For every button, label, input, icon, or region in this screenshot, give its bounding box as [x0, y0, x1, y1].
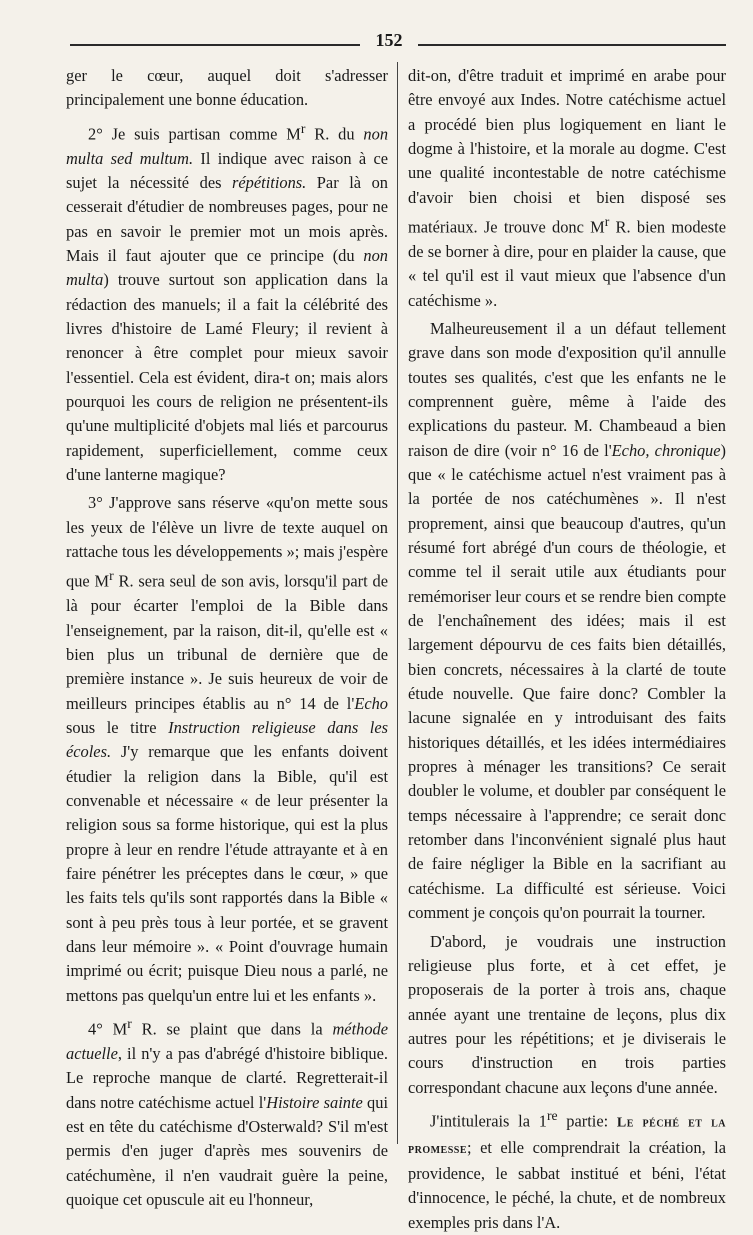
paragraph — [408, 317, 726, 926]
text-run: Malheureusement il a un défaut tellement grave dans son mode d'exposition qu'il annulle toutes ses qualités, c'est que les enfants ne le comprennent guère, même à l'aide des explications du pasteur. M. Chambeaud a bien raison de dire (voir n° 16 de l' — [408, 318, 726, 460]
italic-run: Instruction religieuse dans les écoles. — [66, 717, 388, 762]
text-run: sous le titre — [66, 717, 169, 737]
text-run: R. bien modeste de se borner à dire, pour en plaider la cause, que « tel qu'il est il vaut mieux que l'absence d'un catéchisme ». — [408, 217, 726, 310]
text-run: ger le cœur, auquel doit s'adresser principalement une bonne éducation. — [66, 66, 388, 110]
paragraph — [408, 1104, 726, 1235]
paragraph — [408, 930, 726, 1100]
text-run: partie: — [557, 1111, 617, 1131]
text-run: 2° Je suis partisan comme M — [88, 124, 301, 144]
italic-run: non multa sed multum. — [66, 124, 389, 168]
superscript: r — [109, 568, 114, 584]
text-run: J'intitulerais la 1 — [430, 1111, 547, 1131]
paragraph — [66, 64, 388, 113]
text-run: , il n'y a pas d'abrégé d'histoire biblique. Le reproche manque de clarté. Regretterait-il dans notre catéchisme actuel l' — [66, 1043, 388, 1112]
text-run: Il indique avec raison à ce sujet la nécessité des — [66, 148, 388, 192]
text-run: D'abord, je voudrais une instruction religieuse plus forte, et à cet effet, je proposerais de la porter à trois ans, chaque année ayant une trentaine de leçons, plus dix autres pour les répétitions; et je diviserais le cours d'instruction en trois parties correspondant chacune aux leçons d'une année. — [408, 931, 726, 1097]
paragraph — [66, 1012, 388, 1212]
paragraph — [66, 491, 388, 1008]
small-caps-run: Le péché et la promesse — [408, 1115, 726, 1157]
italic-run: Histoire sainte — [266, 1092, 363, 1112]
column-divider — [397, 62, 398, 1144]
italic-run: méthode actuelle — [66, 1019, 388, 1063]
superscript: re — [546, 1107, 558, 1123]
text-run: qui est en tête du catéchisme d'Osterwald? S'il m'est permis d'en juger d'après mes souvenirs de catéchumène, il n'en vaudrait guère la peine, quoique cet opuscule ait eu l'honneur, — [66, 1092, 388, 1209]
page-header — [70, 28, 726, 48]
italic-run: répétitions. — [232, 172, 307, 192]
page-number: 152 — [375, 30, 403, 50]
text-run: Par là on cesserait d'étudier de nombreuses pages, pour ne pas en savoir le premier mot un mois après. Mais il faut ajouter que ce principe (du — [66, 172, 388, 265]
superscript: r — [604, 214, 610, 230]
superscript: r — [127, 1016, 132, 1031]
right-column — [408, 64, 726, 1235]
text-run: R. sera seul de son avis, lorsqu'il part de là pour écarter l'emploi de la Bible dans l'enseignement, par la raison, dit-il, qu'elle est « bien plus un tribunal de dernière que de première instance ». Je suis heureux de voir de meilleurs principes établis au n° 14 de l' — [66, 571, 388, 713]
italic-run: Echo — [354, 693, 388, 713]
text-run: 4° M — [88, 1019, 128, 1039]
text-run: dit-on, d'être traduit et imprimé en arabe pour être envoyé aux Indes. Notre catéchisme actuel a procédé bien plus logiquement en liant le dogme à l'histoire, et la morale au dogme. C'est une qualité incontestable de notre catéchisme d'avoir bien choisi et bien disposé ses matériaux. Je trouve donc M — [408, 66, 726, 237]
header-rule-left — [70, 44, 360, 46]
text-run: 3° J'approve sans réserve «qu'on mette sous les yeux de l'élève un livre de texte auquel on rattache tous les développements »; mais j'espère que M — [66, 493, 388, 591]
text-run: R. du — [305, 124, 364, 144]
text-run: ; et elle comprendrait la création, la providence, le sabbat institué et béni, l'état d'innocence, le péché, la chute, et de nombreux exemples pris dans l'A. — [408, 1137, 726, 1232]
paragraph — [408, 64, 726, 313]
paragraph — [66, 117, 388, 488]
left-column — [66, 64, 388, 1212]
header-rule-right — [418, 44, 726, 46]
text-run: R. se plaint que dans la — [131, 1019, 333, 1039]
text-run: ) trouve surtout son application dans la rédaction des manuels; il a fait la célébrité des livres d'histoire de Lamé Fleury; il revient à renoncer à être complet pour mieux savoir l'essentiel. Cela est évident, dira-t on; mais alors pourquoi les cours de religion ne présentent-ils qu'une multiplicité d'objets mal liés et parcourus rapidement, superficiellement, comme ceux d'une lanterne magique? — [66, 270, 388, 484]
superscript: r — [300, 120, 306, 136]
text-run: J'y remarque que les enfants doivent étudier la religion dans la Bible, qu'il est convenable et nécessaire « de leur présenter la religion sous sa forme historique, qui est la plus propre à leur en rendre l'étude attrayante et à en faire pénétrer les préceptes dans le cœur, » que les faits tels qu'ils sont rapportés dans la Bible « sont à peu près tous à leur portée, et se gravent dans leur mémoire ». « Point d'ouvrage humain imprimé ou écrit; puisque Dieu nous a parlé, ne mettons pas quelqu'un entre lui et les enfants ». — [66, 742, 388, 1005]
italic-run: Echo, chronique — [611, 440, 721, 460]
italic-run: non multa — [66, 245, 388, 290]
text-run: ) que « le catéchisme actuel n'est vraiment pas à la portée de nos catéchumènes ». Il n'est proprement, ainsi que beaucoup d'autres, qu'un résumé fort abrégé d'un cours de théologie, et comme tel il serait utile aux étudiants pour remémoriser leur cours et se rendre bien compte de l'enchaînement des idées; mais il est largement dépourvu de ces faits bien détaillés, bien concrets, nécessaires à la clarté de toute étude nouvelle. Que faire donc? Combler la lacune signalée en y introduisant des faits historiques détaillés, et les idées intermédiaires propres à ménager les transitions? Ce serait doubler le volume, et doubler par conséquent le temps nécessaire à l'apprendre; ce serait donc retomber dans l'inconvénient signalé plus haut de faire négliger la Bible en la sacrifiant au catéchisme. La difficulté est sérieuse. Voici comment je conçois qu'on pourrait la tourner. — [408, 440, 726, 923]
